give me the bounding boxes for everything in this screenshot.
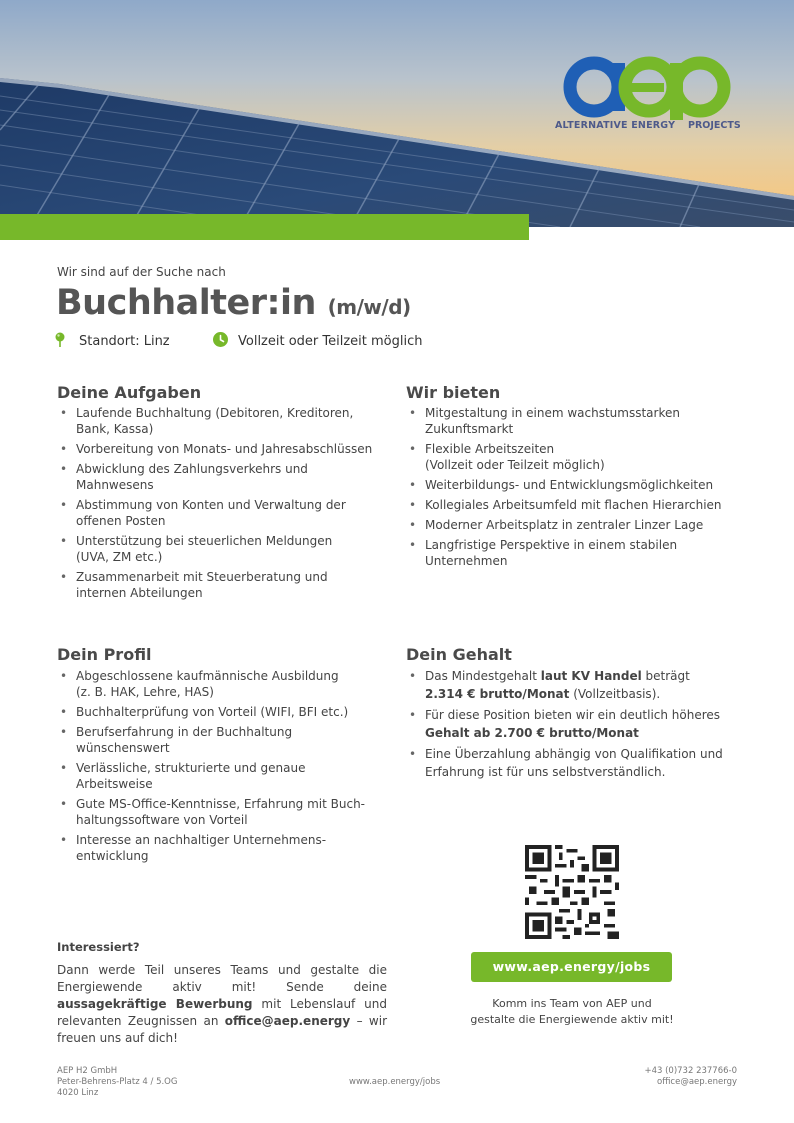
logo-tagline-left: ALTERNATIVE ENERGY: [555, 120, 676, 131]
list-item: [406, 477, 746, 493]
list-item: [57, 832, 397, 864]
interested-part: – wir freuen uns auf dich!: [57, 1014, 387, 1045]
list-item: [57, 569, 387, 601]
footer-web[interactable]: www.aep.energy/jobs: [349, 1077, 441, 1087]
interested-heading: Interessiert?: [57, 940, 140, 954]
gehalt-kv-highlight: laut KV Handel: [540, 669, 642, 683]
location-meta: [55, 332, 170, 351]
gehalt-offer-amount: Gehalt ab 2.700 € brutto/Monat: [425, 726, 639, 740]
gehalt-text: Eine Überzahlung abhängig von Qualifikation und: [425, 747, 723, 761]
list-item-line: internen Abteilungen: [76, 586, 203, 600]
footer-company: AEP H2 GmbH: [57, 1066, 118, 1076]
interested-part: Dann werde Teil unseres Teams und gestalte die Energiewende aktiv mit! Sende deine: [57, 963, 387, 994]
footer-email[interactable]: office@aep.energy: [657, 1077, 737, 1087]
aufgaben-list: [57, 405, 387, 605]
footer-city: 4020 Linz: [57, 1088, 99, 1098]
gehalt-text: Erfahrung ist für uns selbstverständlich.: [425, 765, 666, 779]
list-item: [57, 441, 387, 457]
list-item-line: Unterstützung bei steuerlichen Meldungen: [76, 534, 333, 548]
interested-text: [57, 962, 387, 1047]
qr-code[interactable]: [525, 845, 619, 939]
list-item: [406, 517, 746, 533]
bieten-heading: Wir bieten: [406, 383, 501, 402]
location-text: Standort: Linz: [79, 334, 170, 349]
list-item-line: haltungssoftware von Vorteil: [76, 813, 248, 827]
worktime-text: Vollzeit oder Teilzeit möglich: [238, 334, 423, 349]
cta-text: [462, 996, 682, 1028]
list-item-line: Gute MS-Office-Kenntnisse, Erfahrung mit Buch-: [76, 797, 366, 811]
gehalt-text: beträgt: [641, 669, 690, 683]
list-item-line: (z. B. HAK, Lehre, HAS): [76, 685, 214, 699]
list-item: [57, 668, 397, 700]
list-item: [57, 704, 397, 720]
list-item: [57, 760, 397, 792]
list-item: [406, 537, 746, 569]
profil-list: [57, 668, 397, 868]
clock-icon: [213, 332, 228, 351]
list-item-line: Bank, Kassa): [76, 422, 154, 436]
list-item-line: entwicklung: [76, 849, 149, 863]
list-item-line: (UVA, ZM etc.): [76, 550, 163, 564]
list-item: [57, 497, 387, 529]
list-item-line: Kollegiales Arbeitsumfeld mit flachen Hierarchien: [425, 498, 722, 512]
list-item-line: Abwicklung des Zahlungsverkehrs und: [76, 462, 308, 476]
list-item: [406, 667, 751, 703]
list-item: [57, 461, 387, 493]
bieten-list: [406, 405, 746, 573]
list-item: [57, 533, 387, 565]
green-accent-bar: [0, 214, 529, 240]
list-item: [406, 497, 746, 513]
interested-bold: aussagekräftige Bewerbung: [57, 997, 253, 1011]
list-item: [57, 405, 387, 437]
list-item: [406, 706, 751, 742]
job-title-suffix: (m/w/d): [327, 295, 411, 319]
list-item-line: Abgeschlossene kaufmännische Ausbildung: [76, 669, 339, 683]
footer-contact: [644, 1066, 737, 1088]
list-item-line: Zusammenarbeit mit Steuerberatung und: [76, 570, 328, 584]
list-item-line: Mahnwesens: [76, 478, 154, 492]
list-item-line: wünschenswert: [76, 741, 170, 755]
gehalt-text: (Vollzeitbasis).: [569, 687, 661, 701]
list-item-line: Vorbereitung von Monats- und Jahresabschlüssen: [76, 442, 373, 456]
footer-address: [57, 1066, 177, 1099]
list-item: [57, 796, 397, 828]
aep-logo-mark: [552, 54, 742, 120]
list-item-line: (Vollzeit oder Teilzeit möglich): [425, 458, 605, 472]
list-item: [406, 441, 746, 473]
aep-logo: [552, 54, 742, 138]
list-item-line: Interesse an nachhaltiger Unternehmens-: [76, 833, 327, 847]
list-item-line: Buchhalterprüfung von Vorteil (WIFI, BFI etc.): [76, 705, 349, 719]
cta-line: Komm ins Team von AEP und: [492, 997, 652, 1010]
list-item-line: Verlässliche, strukturierte und genaue: [76, 761, 306, 775]
aufgaben-heading: Deine Aufgaben: [57, 383, 202, 402]
cta-line: gestalte die Energiewende aktiv mit!: [470, 1013, 674, 1026]
gehalt-heading: Dein Gehalt: [406, 645, 512, 664]
list-item-line: Abstimmung von Konten und Verwaltung der: [76, 498, 346, 512]
list-item-line: Weiterbildungs- und Entwicklungsmöglichkeiten: [425, 478, 714, 492]
list-item-line: Langfristige Perspektive in einem stabilen: [425, 538, 678, 552]
footer-street: Peter-Behrens-Platz 4 / 5.OG: [57, 1077, 178, 1087]
list-item-line: Berufserfahrung in der Buchhaltung: [76, 725, 293, 739]
list-item-line: Flexible Arbeitszeiten: [425, 442, 555, 456]
list-item: [406, 745, 751, 781]
logo-tagline-right: PROJECTS: [688, 120, 741, 131]
list-item-line: Unternehmen: [425, 554, 508, 568]
list-item-line: offenen Posten: [76, 514, 166, 528]
list-item: [57, 724, 397, 756]
job-title-main: Buchhalter:in: [56, 283, 316, 323]
gehalt-text: Das Mindestgehalt: [425, 669, 541, 683]
jobs-link-button[interactable]: www.aep.energy/jobs: [471, 952, 672, 982]
list-item-line: Arbeitsweise: [76, 777, 153, 791]
list-item-line: Mitgestaltung in einem wachstumsstarken: [425, 406, 680, 420]
location-pin-icon: [55, 332, 65, 351]
intro-text: Wir sind auf der Suche nach: [57, 265, 226, 279]
email-link[interactable]: office@aep.energy: [224, 1014, 351, 1028]
list-item-line: Zukunftsmarkt: [425, 422, 514, 436]
worktime-meta: [213, 332, 423, 351]
list-item-line: Laufende Buchhaltung (Debitoren, Kreditoren,: [76, 406, 354, 420]
profil-heading: Dein Profil: [57, 645, 152, 664]
interested-part: mit Lebenslauf und relevanten Zeugnissen an: [57, 997, 388, 1028]
footer-phone: +43 (0)732 237766-0: [644, 1066, 737, 1076]
list-item-line: Moderner Arbeitsplatz in zentraler Linzer Lage: [425, 518, 704, 532]
gehalt-min-amount: 2.314 € brutto/Monat: [425, 687, 570, 701]
gehalt-list: [406, 667, 751, 784]
gehalt-text: Für diese Position bieten wir ein deutlich höheres: [425, 708, 721, 722]
list-item: [406, 405, 746, 437]
job-title: [56, 283, 411, 323]
